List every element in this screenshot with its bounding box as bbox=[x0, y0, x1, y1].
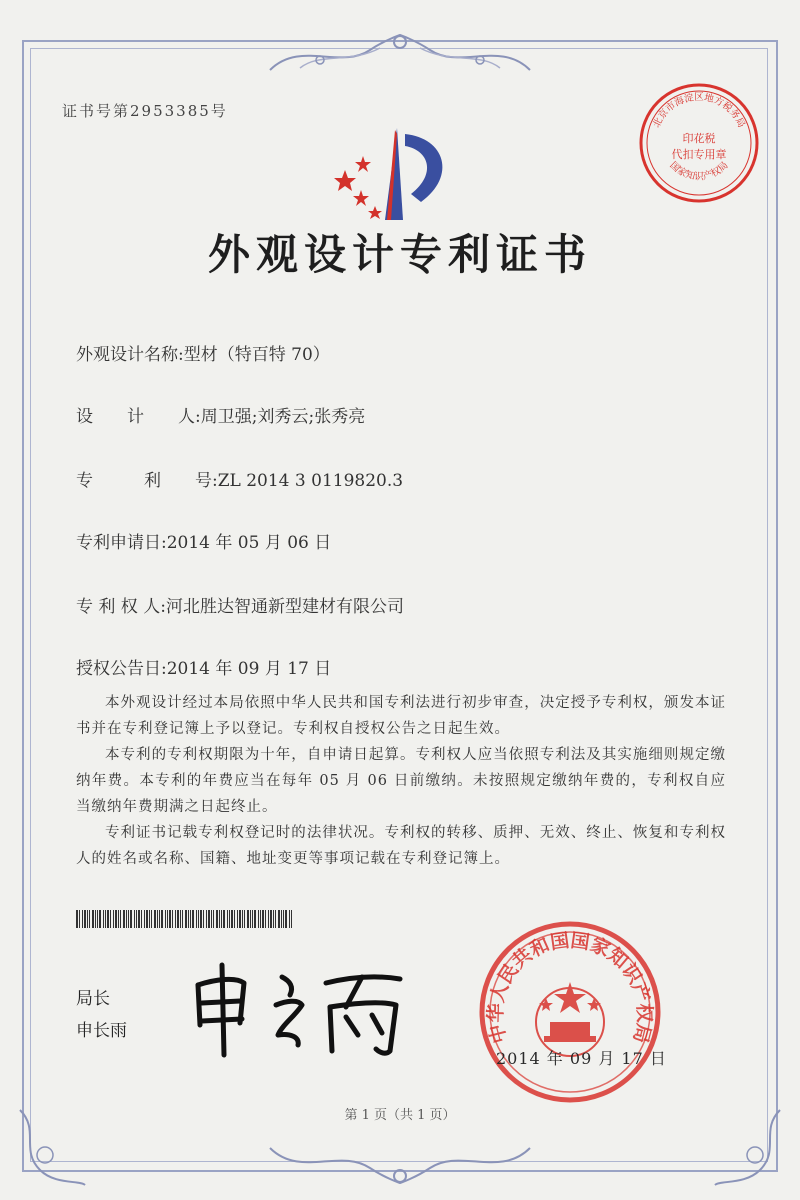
barcode-stripe bbox=[221, 910, 222, 928]
barcode-stripe bbox=[185, 910, 187, 928]
field-design-name bbox=[76, 340, 330, 365]
barcode-stripe bbox=[203, 910, 204, 928]
field-value: 2014 年 05 月 06 日 bbox=[166, 533, 332, 553]
barcode-stripe bbox=[182, 910, 183, 928]
barcode-stripe bbox=[192, 910, 194, 928]
barcode-stripe bbox=[123, 910, 125, 928]
barcode-stripe bbox=[231, 910, 233, 928]
barcode-stripe bbox=[188, 910, 189, 928]
barcode-stripe bbox=[227, 910, 228, 928]
tax-seal-outer-text: 北京市海淀区地方税务局 bbox=[651, 92, 747, 130]
official-seal bbox=[476, 918, 664, 1106]
barcode-stripe bbox=[157, 910, 158, 928]
barcode-stripe bbox=[151, 910, 152, 928]
barcode-stripe bbox=[149, 910, 150, 928]
field-label: 外观设计名称: bbox=[76, 345, 184, 365]
barcode-stripe bbox=[275, 910, 276, 928]
signatory-position: 局长 bbox=[76, 989, 110, 1009]
barcode-stripe bbox=[268, 910, 269, 928]
barcode-stripe bbox=[113, 910, 114, 928]
barcode-stripe bbox=[265, 910, 266, 928]
barcode-stripe bbox=[138, 910, 140, 928]
barcode-stripe bbox=[258, 910, 259, 928]
barcode-stripe bbox=[118, 910, 119, 928]
barcode-stripe bbox=[180, 910, 181, 928]
barcode-stripe bbox=[95, 910, 96, 928]
barcode-stripe bbox=[159, 910, 160, 928]
official-seal-text: 中华人民共和国国家知识产权局 bbox=[484, 929, 656, 1046]
barcode-stripe bbox=[196, 910, 197, 928]
barcode-stripe bbox=[252, 910, 253, 928]
barcode-stripe bbox=[169, 910, 171, 928]
barcode-stripe bbox=[216, 910, 218, 928]
barcode-stripe bbox=[242, 910, 243, 928]
barcode-stripe bbox=[262, 910, 264, 928]
barcode-stripe bbox=[237, 910, 238, 928]
barcode-stripe bbox=[177, 910, 179, 928]
field-label: 专 利 权 人: bbox=[76, 597, 166, 617]
tax-seal-line-2: 代扣专用章 bbox=[671, 148, 727, 161]
barcode-stripe bbox=[130, 910, 132, 928]
barcode-stripe bbox=[239, 910, 241, 928]
barcode-stripe bbox=[260, 910, 261, 928]
barcode-stripe bbox=[141, 910, 142, 928]
barcode-stripe bbox=[105, 910, 106, 928]
barcode-stripe bbox=[247, 910, 249, 928]
barcode-stripe bbox=[213, 910, 214, 928]
seal-date: 2014 年 09 月 17 日 bbox=[496, 1049, 667, 1068]
tax-seal-bottom-text: 国家知识产权局 bbox=[667, 159, 731, 183]
barcode-stripe bbox=[223, 910, 225, 928]
top-ornament-icon bbox=[260, 30, 540, 80]
patent-office-logo-icon bbox=[325, 120, 465, 230]
field-value: 周卫强;刘秀云;张秀亮 bbox=[200, 407, 366, 427]
barcode-stripe bbox=[200, 910, 202, 928]
field-value: 河北胜达智通新型建材有限公司 bbox=[165, 597, 404, 617]
field-label: 专利申请日: bbox=[76, 533, 167, 553]
barcode-stripe bbox=[208, 910, 210, 928]
barcode-stripe bbox=[165, 910, 166, 928]
barcode-stripe bbox=[291, 910, 292, 928]
barcode-stripe bbox=[283, 910, 284, 928]
barcode-icon bbox=[76, 910, 294, 928]
field-value: 型材（特百特 70） bbox=[183, 345, 330, 365]
barcode-stripe bbox=[289, 910, 290, 928]
barcode-stripe bbox=[136, 910, 137, 928]
certificate-number: 证书号第2953385号 bbox=[62, 102, 228, 120]
barcode-stripe bbox=[84, 910, 86, 928]
barcode-stripe bbox=[79, 910, 80, 928]
barcode-stripe bbox=[107, 910, 109, 928]
barcode-stripe bbox=[120, 910, 121, 928]
barcode-stripe bbox=[97, 910, 98, 928]
field-application-date bbox=[76, 528, 331, 553]
barcode-stripe bbox=[146, 910, 148, 928]
barcode-stripe bbox=[154, 910, 156, 928]
barcode-stripe bbox=[128, 910, 129, 928]
barcode-stripe bbox=[82, 910, 83, 928]
field-grant-date bbox=[76, 654, 331, 679]
field-value: 2014 年 09 月 17 日 bbox=[166, 659, 332, 679]
barcode-stripe bbox=[198, 910, 199, 928]
certificate-title: 外观设计专利证书 bbox=[207, 230, 592, 279]
barcode-stripe bbox=[76, 910, 78, 928]
barcode-stripe bbox=[115, 910, 117, 928]
barcode-stripe bbox=[126, 910, 127, 928]
barcode-stripe bbox=[190, 910, 191, 928]
barcode-stripe bbox=[211, 910, 212, 928]
barcode-stripe bbox=[134, 910, 135, 928]
page-number: 第 1 页（共 1 页） bbox=[344, 1108, 456, 1123]
barcode-stripe bbox=[285, 910, 287, 928]
barcode-stripe bbox=[87, 910, 88, 928]
field-patent-number bbox=[76, 466, 403, 491]
barcode-stripe bbox=[103, 910, 104, 928]
barcode-stripe bbox=[89, 910, 90, 928]
barcode-stripe bbox=[270, 910, 272, 928]
field-value: ZL 2014 3 0119820.3 bbox=[217, 471, 404, 491]
barcode-stripe bbox=[278, 910, 280, 928]
barcode-stripe bbox=[244, 910, 245, 928]
barcode-stripe bbox=[219, 910, 220, 928]
barcode-stripe bbox=[254, 910, 256, 928]
bottom-ornament-icon bbox=[260, 1138, 540, 1188]
barcode-stripe bbox=[110, 910, 111, 928]
field-label: 专 利 号: bbox=[76, 471, 218, 491]
barcode-stripe bbox=[281, 910, 282, 928]
field-label: 设 计 人: bbox=[76, 407, 201, 427]
field-patentee bbox=[76, 592, 404, 617]
handwritten-signature bbox=[186, 955, 416, 1065]
barcode-stripe bbox=[99, 910, 101, 928]
tax-stamp-seal bbox=[636, 80, 762, 206]
barcode-stripe bbox=[161, 910, 163, 928]
barcode-stripe bbox=[172, 910, 173, 928]
barcode-stripe bbox=[206, 910, 207, 928]
barcode-stripe bbox=[250, 910, 251, 928]
barcode-stripe bbox=[234, 910, 235, 928]
barcode-stripe bbox=[273, 910, 274, 928]
barcode-stripe bbox=[229, 910, 230, 928]
barcode-stripe bbox=[144, 910, 145, 928]
barcode-stripe bbox=[92, 910, 94, 928]
tax-seal-line-1: 印花税 bbox=[682, 132, 716, 145]
paragraph-grant: 本外观设计经过本局依照中华人民共和国专利法进行初步审查，决定授予专利权，颁发本证书并在专利登记簿上予以登记。专利权自授权公告之日起生效。 bbox=[76, 695, 726, 737]
field-label: 授权公告日: bbox=[76, 659, 167, 679]
signatory-name: 申长雨 bbox=[76, 1021, 127, 1041]
paragraph-legal-status: 专利证书记载专利权登记时的法律状况。专利权的转移、质押、无效、终止、恢复和专利权人的姓名或名称、国籍、地址变更等事项记载在专利登记簿上。 bbox=[76, 825, 726, 867]
paragraph-term: 本专利的专利权期限为十年，自申请日起算。专利权人应当依照专利法及其实施细则规定缴纳年费。本专利的年费应当在每年 05 月 06 日前缴纳。未按照规定缴纳年费的，专利权自应当缴纳年费期满之日起终止。 bbox=[76, 747, 726, 815]
field-designer bbox=[76, 402, 365, 427]
barcode-stripe bbox=[167, 910, 168, 928]
barcode-stripe bbox=[175, 910, 176, 928]
svg-text:国家知识产权局 bbox=[667, 160, 730, 182]
